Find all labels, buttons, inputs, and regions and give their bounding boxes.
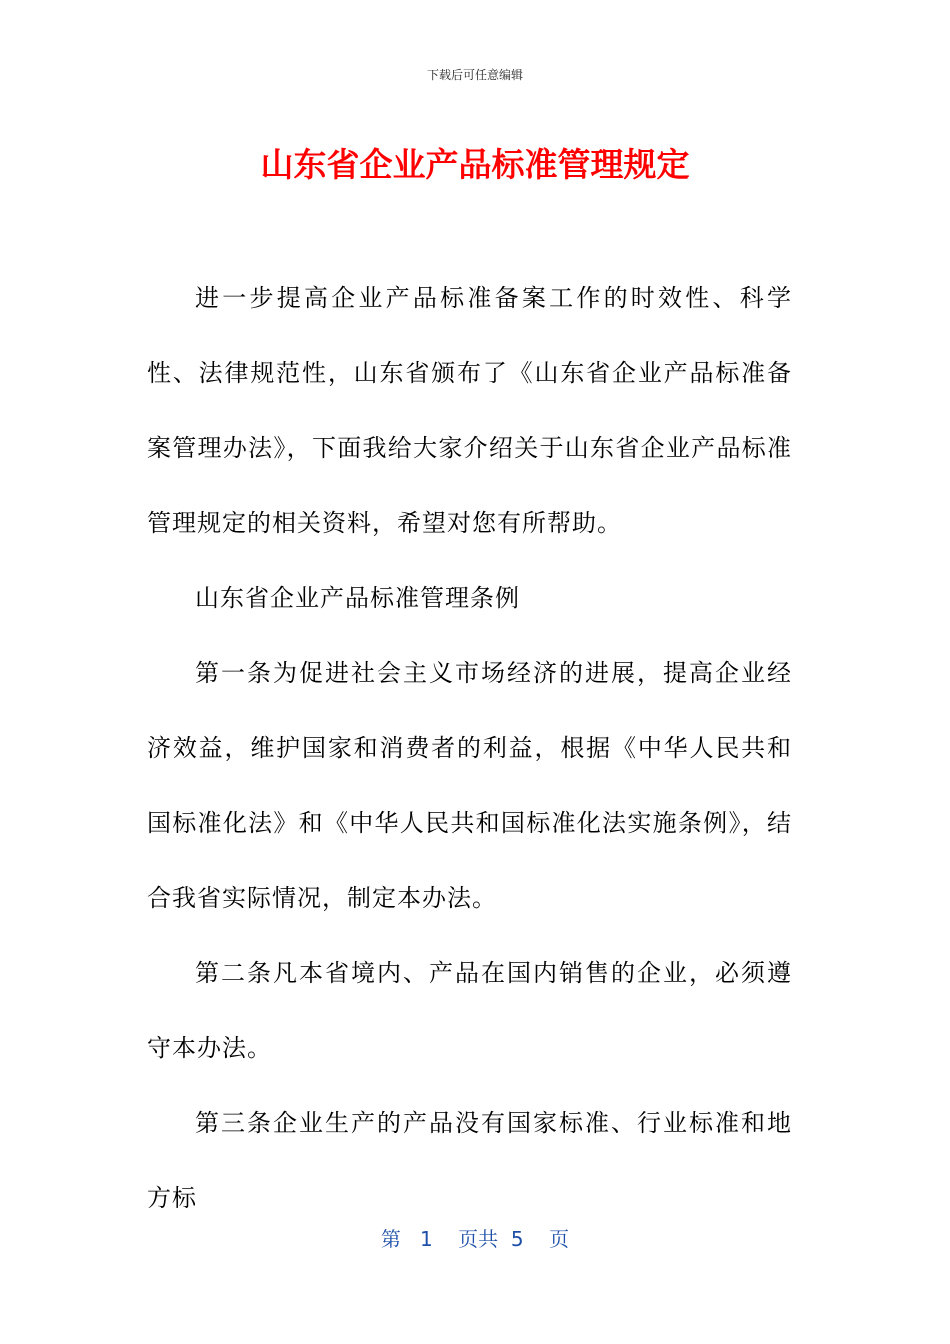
- current-page-number: 1: [420, 1227, 433, 1251]
- page-label-prefix: 第: [380, 1227, 401, 1251]
- header-note: 下载后可任意编辑: [426, 68, 523, 82]
- page-footer: [0, 1226, 950, 1252]
- page-label-mid: 页共: [458, 1227, 499, 1251]
- paragraph-article-2: 第二条凡本省境内、产品在国内销售的企业，必须遵守本办法。: [147, 959, 792, 1062]
- paragraph-section-heading: 山东省企业产品标准管理条例: [195, 584, 520, 612]
- paragraph-article-1: 第一条为促进社会主义市场经济的进展，提高企业经济效益，维护国家和消费者的利益，根据《中华人民共和国标准化法》和《中华人民共和国标准化法实施条例》，结合我省实际情况，制定本办法。: [147, 659, 792, 912]
- document-title: 山东省企业产品标准管理规定: [260, 145, 690, 184]
- paragraph-article-3: 第三条企业生产的产品没有国家标准、行业标准和地方标: [147, 1109, 792, 1212]
- page-label-suffix: 页: [549, 1227, 570, 1251]
- document-body: [147, 261, 792, 1236]
- paragraph-intro: 进一步提高企业产品标准备案工作的时效性、科学性、法律规范性，山东省颁布了《山东省企业产品标准备案管理办法》，下面我给大家介绍关于山东省企业产品标准管理规定的相关资料，希望对您有所帮助。: [147, 284, 792, 537]
- total-pages-number: 5: [510, 1227, 524, 1251]
